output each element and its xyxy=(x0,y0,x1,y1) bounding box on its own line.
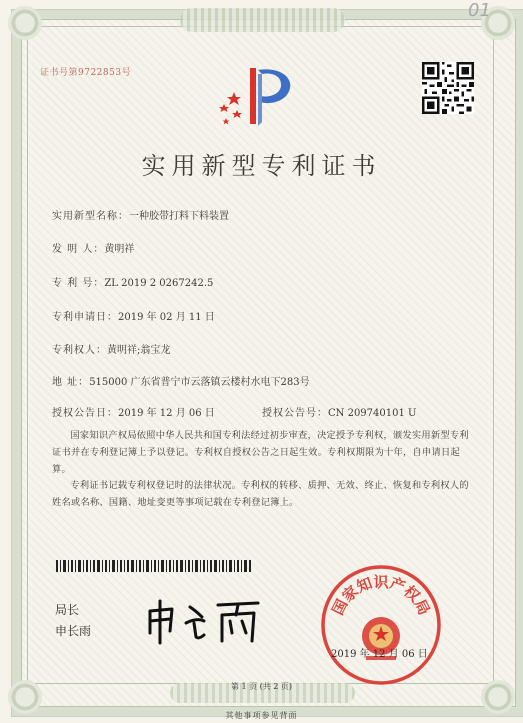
certificate-serial: 证书号第9722853号 xyxy=(40,68,132,78)
utility-model-name-row xyxy=(52,207,229,222)
application-date: 2019 年 02 月 11 日 xyxy=(118,312,215,323)
inventor-row xyxy=(52,240,134,255)
certificate-title: 实用新型专利证书 xyxy=(141,152,382,180)
page-footer: 第 1 页 (共 2 页) xyxy=(230,682,293,691)
cnipa-logo-icon xyxy=(212,60,304,130)
back-notice: 其他事项参见背面 xyxy=(225,711,298,720)
inventor: 黄明祥 xyxy=(104,244,135,255)
patent-number-label: 专 利 号： xyxy=(52,278,105,289)
address-row xyxy=(52,373,310,388)
patentee: 黄明祥;翁宝龙 xyxy=(107,345,171,356)
patentee-row xyxy=(52,341,170,356)
director-name: 申长雨 xyxy=(55,624,92,638)
qr-code-icon xyxy=(422,62,474,114)
director-title: 局长 xyxy=(55,603,80,617)
grant-number-label: 授权公告号： xyxy=(262,408,328,419)
grant-number-row xyxy=(262,404,416,419)
director-signature xyxy=(146,597,266,645)
patent-number: ZL 2019 2 0267242.5 xyxy=(104,278,214,289)
address-label: 地 址： xyxy=(52,377,90,388)
grant-date-row xyxy=(52,404,215,419)
patent-number-row xyxy=(52,274,213,289)
grant-number: CN 209740101 U xyxy=(328,408,417,419)
seal-date: 2019 年 12 月 06 日 xyxy=(331,649,428,660)
application-date-label: 专利申请日： xyxy=(52,312,118,323)
patentee-label: 专利权人： xyxy=(52,345,107,356)
corner-ornament xyxy=(8,6,42,40)
grant-statement-paragraph: 国家知识产权局依照中华人民共和国专利法经过初步审查，决定授予专利权，颁发实用新型专利证书并在专利登记簿上予以登记。专利权自授权公告之日起生效。专利权期限为十年，自申请日起算。 xyxy=(52,430,469,475)
utility-model-name: 一种胶带打料下料装置 xyxy=(129,211,229,222)
seal-text: 国家知识产权局 xyxy=(328,573,434,618)
application-date-row xyxy=(52,308,215,323)
top-ornament xyxy=(180,8,345,32)
address: 515000 广东省普宁市云落镇云楼村水电下283号 xyxy=(89,377,310,388)
barcode-icon xyxy=(56,560,252,572)
official-seal xyxy=(318,562,444,688)
inventor-label: 发 明 人： xyxy=(52,244,105,255)
utility-model-name-label: 实用新型名称： xyxy=(52,211,129,222)
grant-date: 2019 年 12 月 06 日 xyxy=(118,408,215,419)
legal-status-paragraph: 专利证书记载专利权登记时的法律状况。专利权的转移、质押、无效、终止、恢复和专利权人的姓名或名称、国籍、地址变更等事项记载在专利登记簿上。 xyxy=(52,480,469,508)
handwritten-mark: 01 xyxy=(468,0,491,21)
grant-date-label: 授权公告日： xyxy=(52,408,118,419)
